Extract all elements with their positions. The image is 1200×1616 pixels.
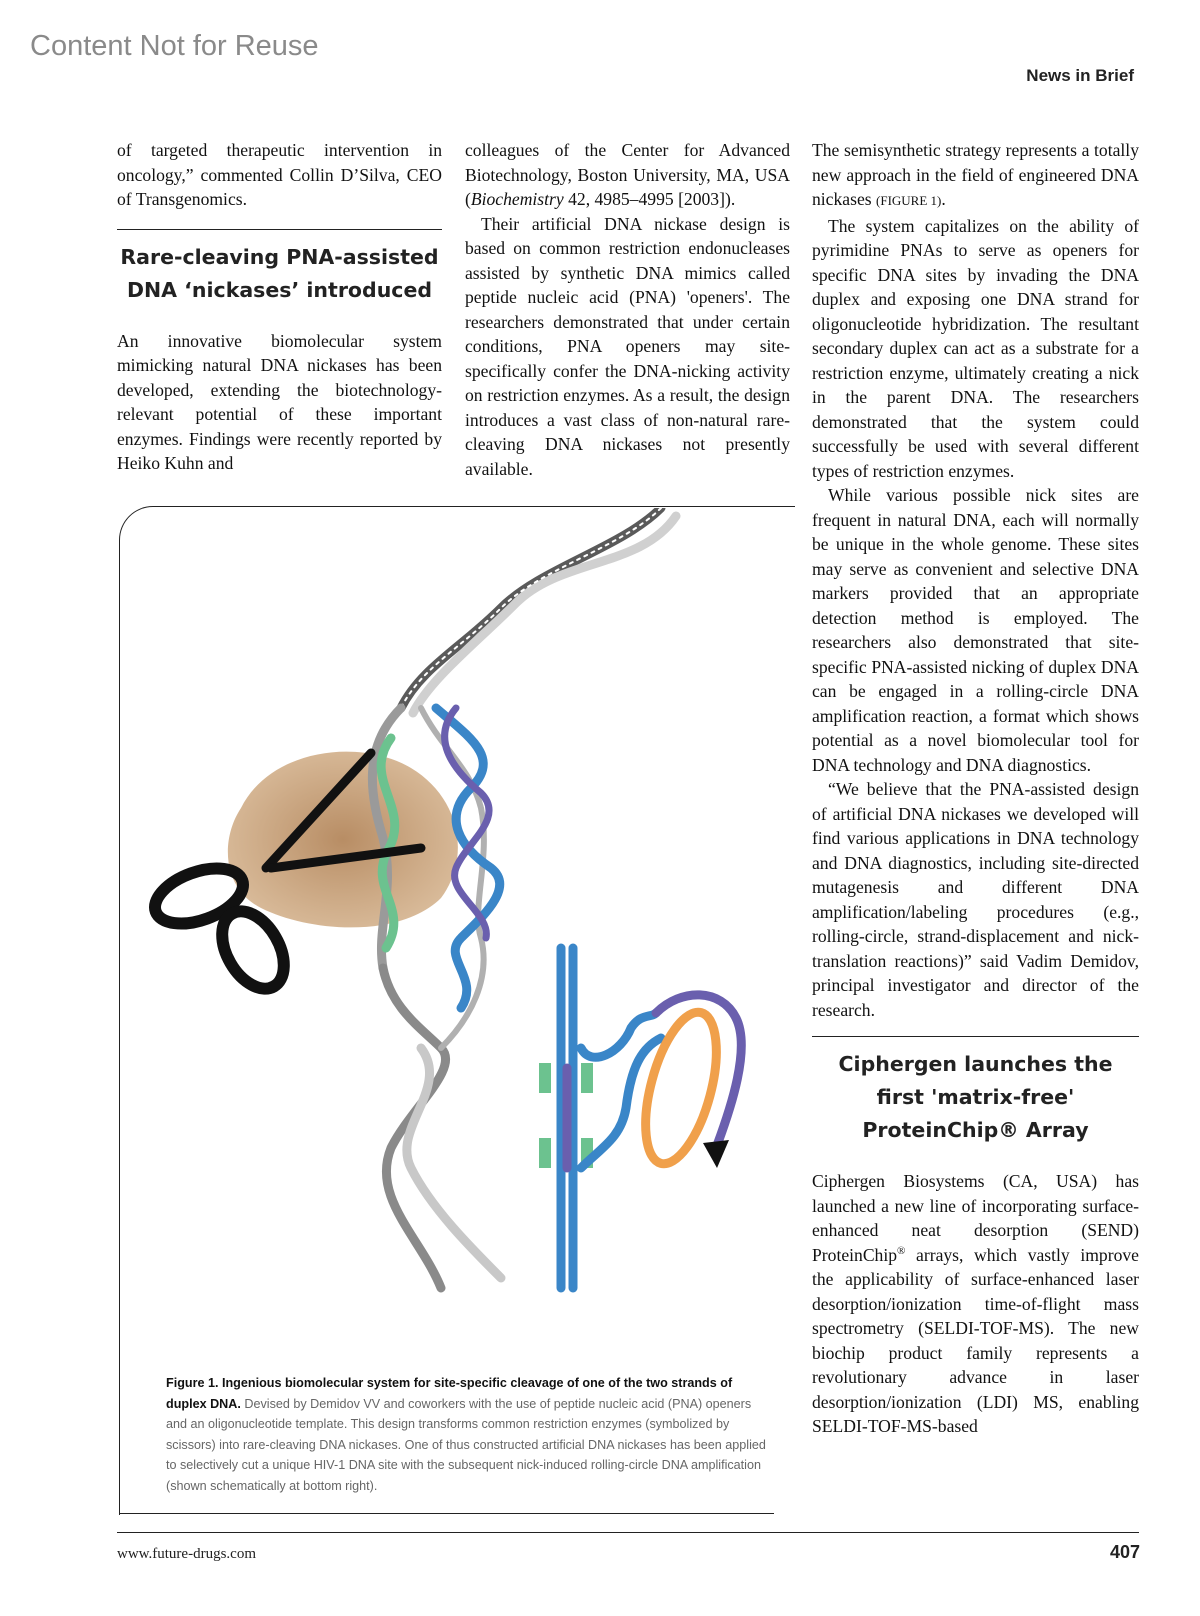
figure-frame-bottom [119,1513,774,1514]
watermark: Content Not for Reuse [30,30,319,62]
running-head: News in Brief [1026,66,1134,85]
figure-caption-text: Devised by Demidov VV and coworkers with the use of peptide nucleic acid (PNA) openers and an oligonucleotide template. This design transforms common restriction enzymes (symbolized by scissors) into rare-cleaving DNA nickases. One of thus constructed artificial DNA nickases has been applied to selectively cut a unique HIV-1 DNA site with the subsequent nick-induced rolling-circle DNA amplification (shown schematically at bottom right). [166,1396,766,1493]
column-1 [117,138,442,476]
paragraph: Ciphergen Biosystems (CA, USA) has launched a new line of incorporating surface-enhanced neat desorption (SEND) ProteinChip® arrays, which vastly improve the applicability of surface-enhanced laser desorption/ionization time-of-flight mass spectrometry (SELDI-TOF-MS). The new biochip product family represents a revolutionary advance in laser desorption/ionization (LDI) MS, enabling SELDI-TOF-MS-based [812,1171,1139,1436]
paragraph: colleagues of the Center for Advanced Biotechnology, Boston University, MA, USA (Biochemistry 42, 4985–4995 [2003]). [465,140,790,209]
paragraph: The semisynthetic strategy represents a totally new approach in the field of engineered DNA nickases (FIGURE 1). [812,140,1139,209]
figure-reference: (FIGURE 1) [876,193,942,208]
article-heading: Rare-cleaving PNA-assisted DNA ‘nickases’ introduced [120,244,439,302]
paragraph: “We believe that the PNA-assisted design of artificial DNA nickases we developed will find various applications in DNA technology and DNA diagnostics, including site-directed mutagenesis and different DNA amplification/labeling procedures (e.g., rolling-circle, strand-displacement and nick-translation reactions)” said Vadim Demidov, principal investigator and director of the research. [812,779,1139,1020]
journal-name: Biochemistry [470,189,564,209]
paragraph: Their artificial DNA nickase design is based on common restriction endonucleases assisted by synthetic DNA mimics called peptide nucleic acid (PNA) 'openers'. The researchers demonstrated that under certain conditions, PNA openers may site-specifically confer the DNA-nicking activity on restriction enzymes. As a result, the design introduces a vast class of non-natural rare-cleaving DNA nickases not presently available. [465,213,790,479]
paragraph: The system capitalizes on the ability of pyrimidine PNAs to serve as openers for specific DNA sites by invading the DNA duplex and exposing one DNA strand for oligonucleotide hybridization. The resultant secondary duplex can act as a substrate for a restriction enzyme, ultimately creating a nick in the parent DNA. The researchers demonstrated that the system could successfully be used with several different types of restriction enzymes. [812,215,1139,481]
figure-caption [166,1373,766,1496]
dna-nickase-illustration [121,508,781,1368]
footer-url: www.future-drugs.com [117,1546,256,1562]
section-divider [812,1036,1139,1037]
paragraph: An innovative biomolecular system mimicking natural DNA nickases has been developed, extending the biotechnology-relevant potential of these important enzymes. Findings were recently reported by Heiko Kuhn and [117,330,442,473]
paragraph: of targeted therapeutic intervention in oncology,” commented Collin D’Silva, CEO of Transgenomics. [117,140,442,209]
page-number: 407 [1109,1542,1140,1562]
column-2 [465,138,790,481]
figure-caption-title: Figure 1. Ingenious biomolecular system for site-specific cleavage of one of the two strands of duplex DNA. [166,1376,733,1411]
column-3 [812,138,1139,1439]
section-divider [117,229,442,230]
paragraph: While various possible nick sites are frequent in natural DNA, each will normally be unique in the whole genome. These sites may serve as convenient and selective DNA markers provided that an appropriate detection method is employed. The researchers also demonstrated that site-specific PNA-assisted nicking of duplex DNA can be engaged in a rolling-circle DNA amplification reaction, a format which shows potential as a novel biomolecular tool for DNA technology and DNA diagnostics. [812,485,1139,775]
rolling-circle-schematic [539,948,741,1288]
article-heading: Ciphergen launches the first 'matrix-free' ProteinChip® Array [838,1052,1113,1142]
footer-rule [117,1532,1139,1533]
